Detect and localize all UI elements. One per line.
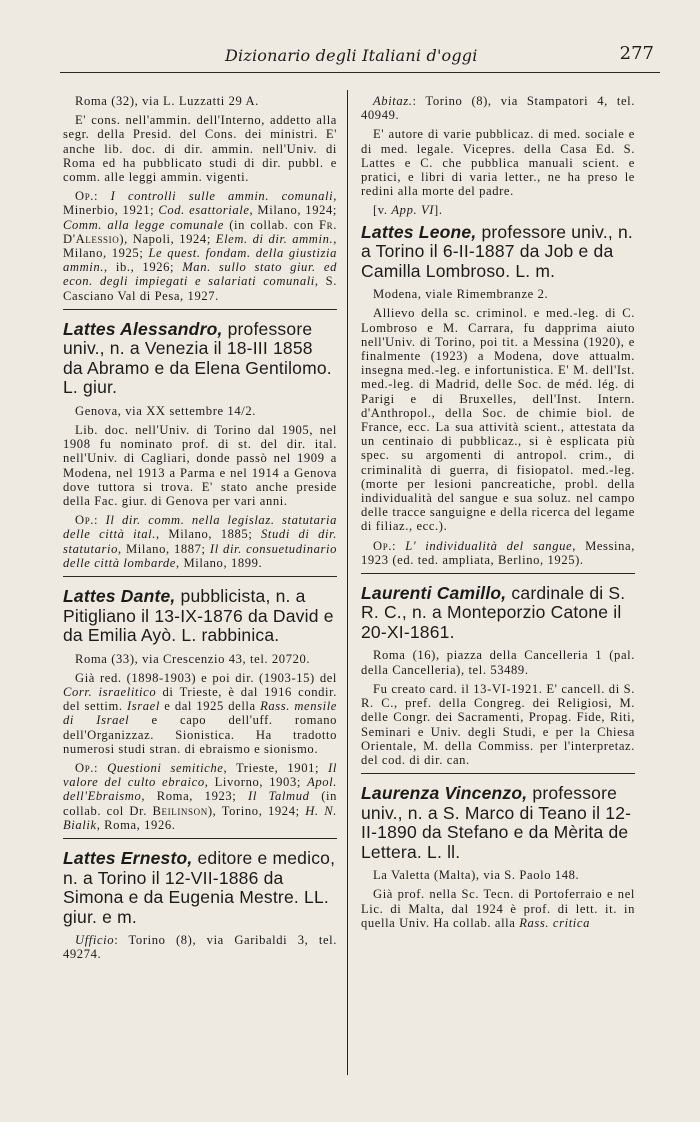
entry-paragraph <box>63 761 337 832</box>
header-rule <box>60 72 660 73</box>
text: : Torino (8), via Garibaldi 3, tel. 49274. <box>63 933 337 962</box>
text: , Milano, 1925; <box>63 231 337 261</box>
text: Allievo della sc. criminol. e med.-leg. di C. Lombroso e M. Carrara, fu dapprima aiuto nell'Univ. di Torino, poi tit. a Messina (1920), e finalmente (1923) a Modena, dove attualm. insegna med.-leg. e infortunistica. E' M. dell'Ist. med.-leg. di Madrid, delle Soc. de méd. lég. di Parigi e di Bruxelles, dell'Inst. Intern. d'Anthropol., della Soc. de chimie biol. de France, ecc. La sua attività scient., attestata da un centinaio di pubblicaz., si è esplicata più spec. su argomenti di antropol. crim., di criminalità di guerra, di fisiopatol. med.-leg. (morte per lesioni pancreatiche, probl. della individualità del sangue e sua soluz. nel campo delle tracce sanguigne e della ricerca del legame di filiaz., ecc.). <box>361 306 635 534</box>
entry-paragraph <box>361 648 635 676</box>
entry-separator <box>63 309 337 310</box>
italic-text: Comm. alla legge comunale <box>63 217 224 232</box>
entry-paragraph <box>361 94 635 122</box>
text: Roma (32), via L. Luzzatti 29 A. <box>75 94 259 108</box>
right-column <box>361 94 635 935</box>
italic-text: Questioni semitiche <box>107 761 224 775</box>
left-column <box>63 94 337 966</box>
italic-text: Corr. israelitico <box>63 684 157 699</box>
entry-summary: cardinale di S. R. C., n. a Monteporzio Catone il 20-XI-1861. <box>361 582 626 642</box>
entry-paragraph <box>63 513 337 570</box>
text: e capo dell'uff. romano dell'Organizzaz. Sionistica. Ha tradotto numerosi studi stran. di ebraismo e sionismo. <box>63 713 337 756</box>
text: , Livorno, 1903; <box>204 775 308 790</box>
entry-name: Lattes Dante, <box>63 586 176 607</box>
text: ), Napoli, 1924; <box>119 231 216 246</box>
text: Modena, viale Rimembranze 2. <box>373 287 549 302</box>
italic-text: L' individualità del sangue <box>405 538 573 553</box>
text: , ib., 1926; <box>104 260 183 275</box>
italic-text: Rass. mensile di Israel <box>63 699 338 728</box>
italic-text: Man. sullo stato giur. ed econ. degli impiegati e salariati comunali <box>63 260 337 289</box>
italic-text: App. VI <box>391 203 435 218</box>
text: , Roma, 1926. <box>96 817 176 832</box>
italic-text: Abitaz. <box>373 94 413 108</box>
text: , Milano, 1885; <box>156 527 262 542</box>
italic-text: Rass. critica <box>519 915 590 930</box>
entry-paragraph <box>361 868 635 882</box>
italic-text: Studi di dir. statutario <box>63 527 337 556</box>
entry-paragraph <box>63 671 337 756</box>
entry-name: Lattes Ernesto, <box>63 848 193 869</box>
page-header <box>60 40 660 70</box>
text: , Trieste, 1901; <box>223 761 329 775</box>
small-caps-text: Beilinson <box>152 803 208 818</box>
text: , S. Casciano Val di Pesa, 1927. <box>63 274 338 303</box>
text: Roma (16), piazza della Cancelleria 1 (pal. della Cancelleria), tel. 53489. <box>361 648 635 677</box>
text: : Torino (8), via Stampatori 4, tel. 40949. <box>361 94 635 123</box>
entry-summary: professore univ., n. a S. Marco di Teano il 12-II-1890 da Stefano e da Mèrita de Lettera. L. ll. <box>361 783 632 862</box>
text: ]. <box>434 203 443 218</box>
entry-heading <box>63 587 337 646</box>
entry-paragraph <box>63 404 337 418</box>
text: , Milano, 1924; <box>249 203 337 218</box>
text: [v. <box>373 203 392 218</box>
text: Roma (33), via Crescenzio 43, tel. 20720. <box>75 651 311 666</box>
text: E' cons. nell'ammin. dell'Interno, addetto alla segr. della Presid. del Cons. dei ministri. E' anche lib. doc. di dir. ammin. nell'Univ. di Roma ed ha pubblicato studi di dir. pubbl. e comm. alle leggi ammin. vigenti. <box>63 113 337 185</box>
entry-paragraph <box>361 539 635 567</box>
running-head: Dizionario degli Italiani d'oggi <box>225 46 478 65</box>
entry-separator <box>361 773 635 774</box>
small-caps-text: Fr. D'Alessio <box>63 217 337 246</box>
text: ), Torino, 1924; <box>207 803 306 818</box>
entry-summary: pubblicista, n. a Pitigliano il 13-IX-1876 da David e da Emilia Ayò. L. rabbinica. <box>63 586 334 646</box>
entry-paragraph <box>63 652 337 666</box>
small-caps-text: Op.: <box>373 538 406 553</box>
entry-heading <box>361 223 635 282</box>
italic-text: Il dir. consuetudinario delle città lombarde <box>63 541 337 570</box>
entry-paragraph <box>361 287 635 301</box>
entry-summary: professore univ., n. a Venezia il 18-III 1858 da Abramo e da Elena Gentilomo. L. giur. <box>63 318 332 398</box>
text: Fu creato card. il 13-VI-1921. E' cancell. di S. R. C., pref. della Congreg. dei Religiosi, M. delle Congr. dei Sacramenti, Propag. Fide, Riti, Seminari e Univ. degli Studi, e per la Chiesa Orientale, M. della Commiss. per l'interpretaz. del cod. di dir. can. <box>361 681 635 767</box>
entry-paragraph <box>63 94 337 108</box>
small-caps-text: Op.: <box>75 189 111 204</box>
text: , Milano, 1899. <box>175 555 263 570</box>
entry-paragraph <box>63 933 337 961</box>
entry-heading <box>63 849 337 927</box>
text: , Messina, 1923 (ed. ted. ampliata, Berlino, 1925). <box>361 538 635 567</box>
entry-heading <box>361 784 635 862</box>
page-number: 277 <box>619 43 654 64</box>
italic-text: Il Talmud <box>248 789 310 804</box>
italic-text: Cod. esattoriale <box>158 203 250 218</box>
italic-text: Il dir. comm. nella legislaz. statutaria delle città ital. <box>63 513 338 542</box>
text: La Valetta (Malta), via S. Paolo 148. <box>373 868 580 883</box>
text: Già red. (1898-1903) e poi dir. (1903-15) del <box>75 670 337 685</box>
entry-name: Laurenza Vincenzo, <box>361 783 528 804</box>
entry-name: Lattes Leone, <box>361 221 477 242</box>
entry-paragraph <box>63 423 337 508</box>
text: (in collab. con <box>223 217 320 232</box>
text: , Roma, 1923; <box>141 789 249 804</box>
text: Genova, via XX settembre 14/2. <box>75 403 256 418</box>
text: E' autore di varie pubblicaz. di med. sociale e di med. legale. Vicepres. della Casa Ed. S. Lattes e C. che pubblica manuali scient. e pratici, e libri di varia letter., ne ha preso le redini alla morte del padre. <box>361 127 635 199</box>
entry-name: Laurenti Camillo, <box>361 582 507 603</box>
text: di Trieste, è dal 1916 condir. del settim. <box>63 684 337 714</box>
entry-summary: editore e medico, n. a Torino il 12-VII-1886 da Simona e da Eugenia Mestre. LL. giur. e m. <box>63 848 336 927</box>
italic-text: Ufficio <box>75 933 115 948</box>
italic-text: H. N. Bialik <box>63 803 337 832</box>
entry-name: Lattes Alessandro, <box>63 318 223 339</box>
text: Lib. doc. nell'Univ. di Torino dal 1905, nel 1908 fu nominato prof. di st. del dir. ital. nell'Univ. di Cagliari, donde passò nel 1909 a Modena, nel 1913 a Parma e nel 1914 a Genova dove tuttora si trova. E' stato anche preside della Fac. giur. di Genova per vari anni. <box>63 423 337 509</box>
text: Già prof. nella Sc. Tecn. di Portoferraio e nel Lic. di Malta, dal 1924 è prof. di lett. it. in quella Univ. Ha collab. alla <box>361 887 635 930</box>
entry-heading <box>63 320 337 398</box>
entry-paragraph <box>63 113 337 184</box>
small-caps-text: Op.: <box>75 761 108 775</box>
text: e dal 1925 della <box>159 699 261 714</box>
entry-paragraph <box>63 189 337 303</box>
italic-text: Le quest. fondam. della giustizia ammin. <box>63 246 337 275</box>
text: , Milano, 1887; <box>118 541 210 556</box>
entry-heading <box>361 584 635 643</box>
entry-separator <box>63 576 337 577</box>
entry-paragraph <box>361 203 635 217</box>
small-caps-text: Op.: <box>75 513 106 528</box>
italic-text: Il valore del culto ebraico <box>63 761 337 790</box>
italic-text: I controlli sulle ammin. comunali <box>110 189 334 204</box>
italic-text: Apol. dell'Ebraismo <box>63 775 338 804</box>
entry-summary: professore univ., n. a Torino il 6-II-1887 da Job e da Camilla Lombroso. L. m. <box>361 221 633 281</box>
entry-paragraph <box>361 306 635 533</box>
entry-paragraph <box>361 127 635 198</box>
column-divider <box>347 90 348 1075</box>
entry-separator <box>63 838 337 839</box>
entry-paragraph <box>361 682 635 767</box>
entry-paragraph <box>361 887 635 930</box>
entry-separator <box>361 573 635 574</box>
italic-text: Elem. di dir. ammin. <box>215 231 334 246</box>
italic-text: Israel <box>126 699 160 714</box>
text: (in collab. col Dr. <box>63 789 337 818</box>
text: , Minerbio, 1921; <box>63 189 337 218</box>
